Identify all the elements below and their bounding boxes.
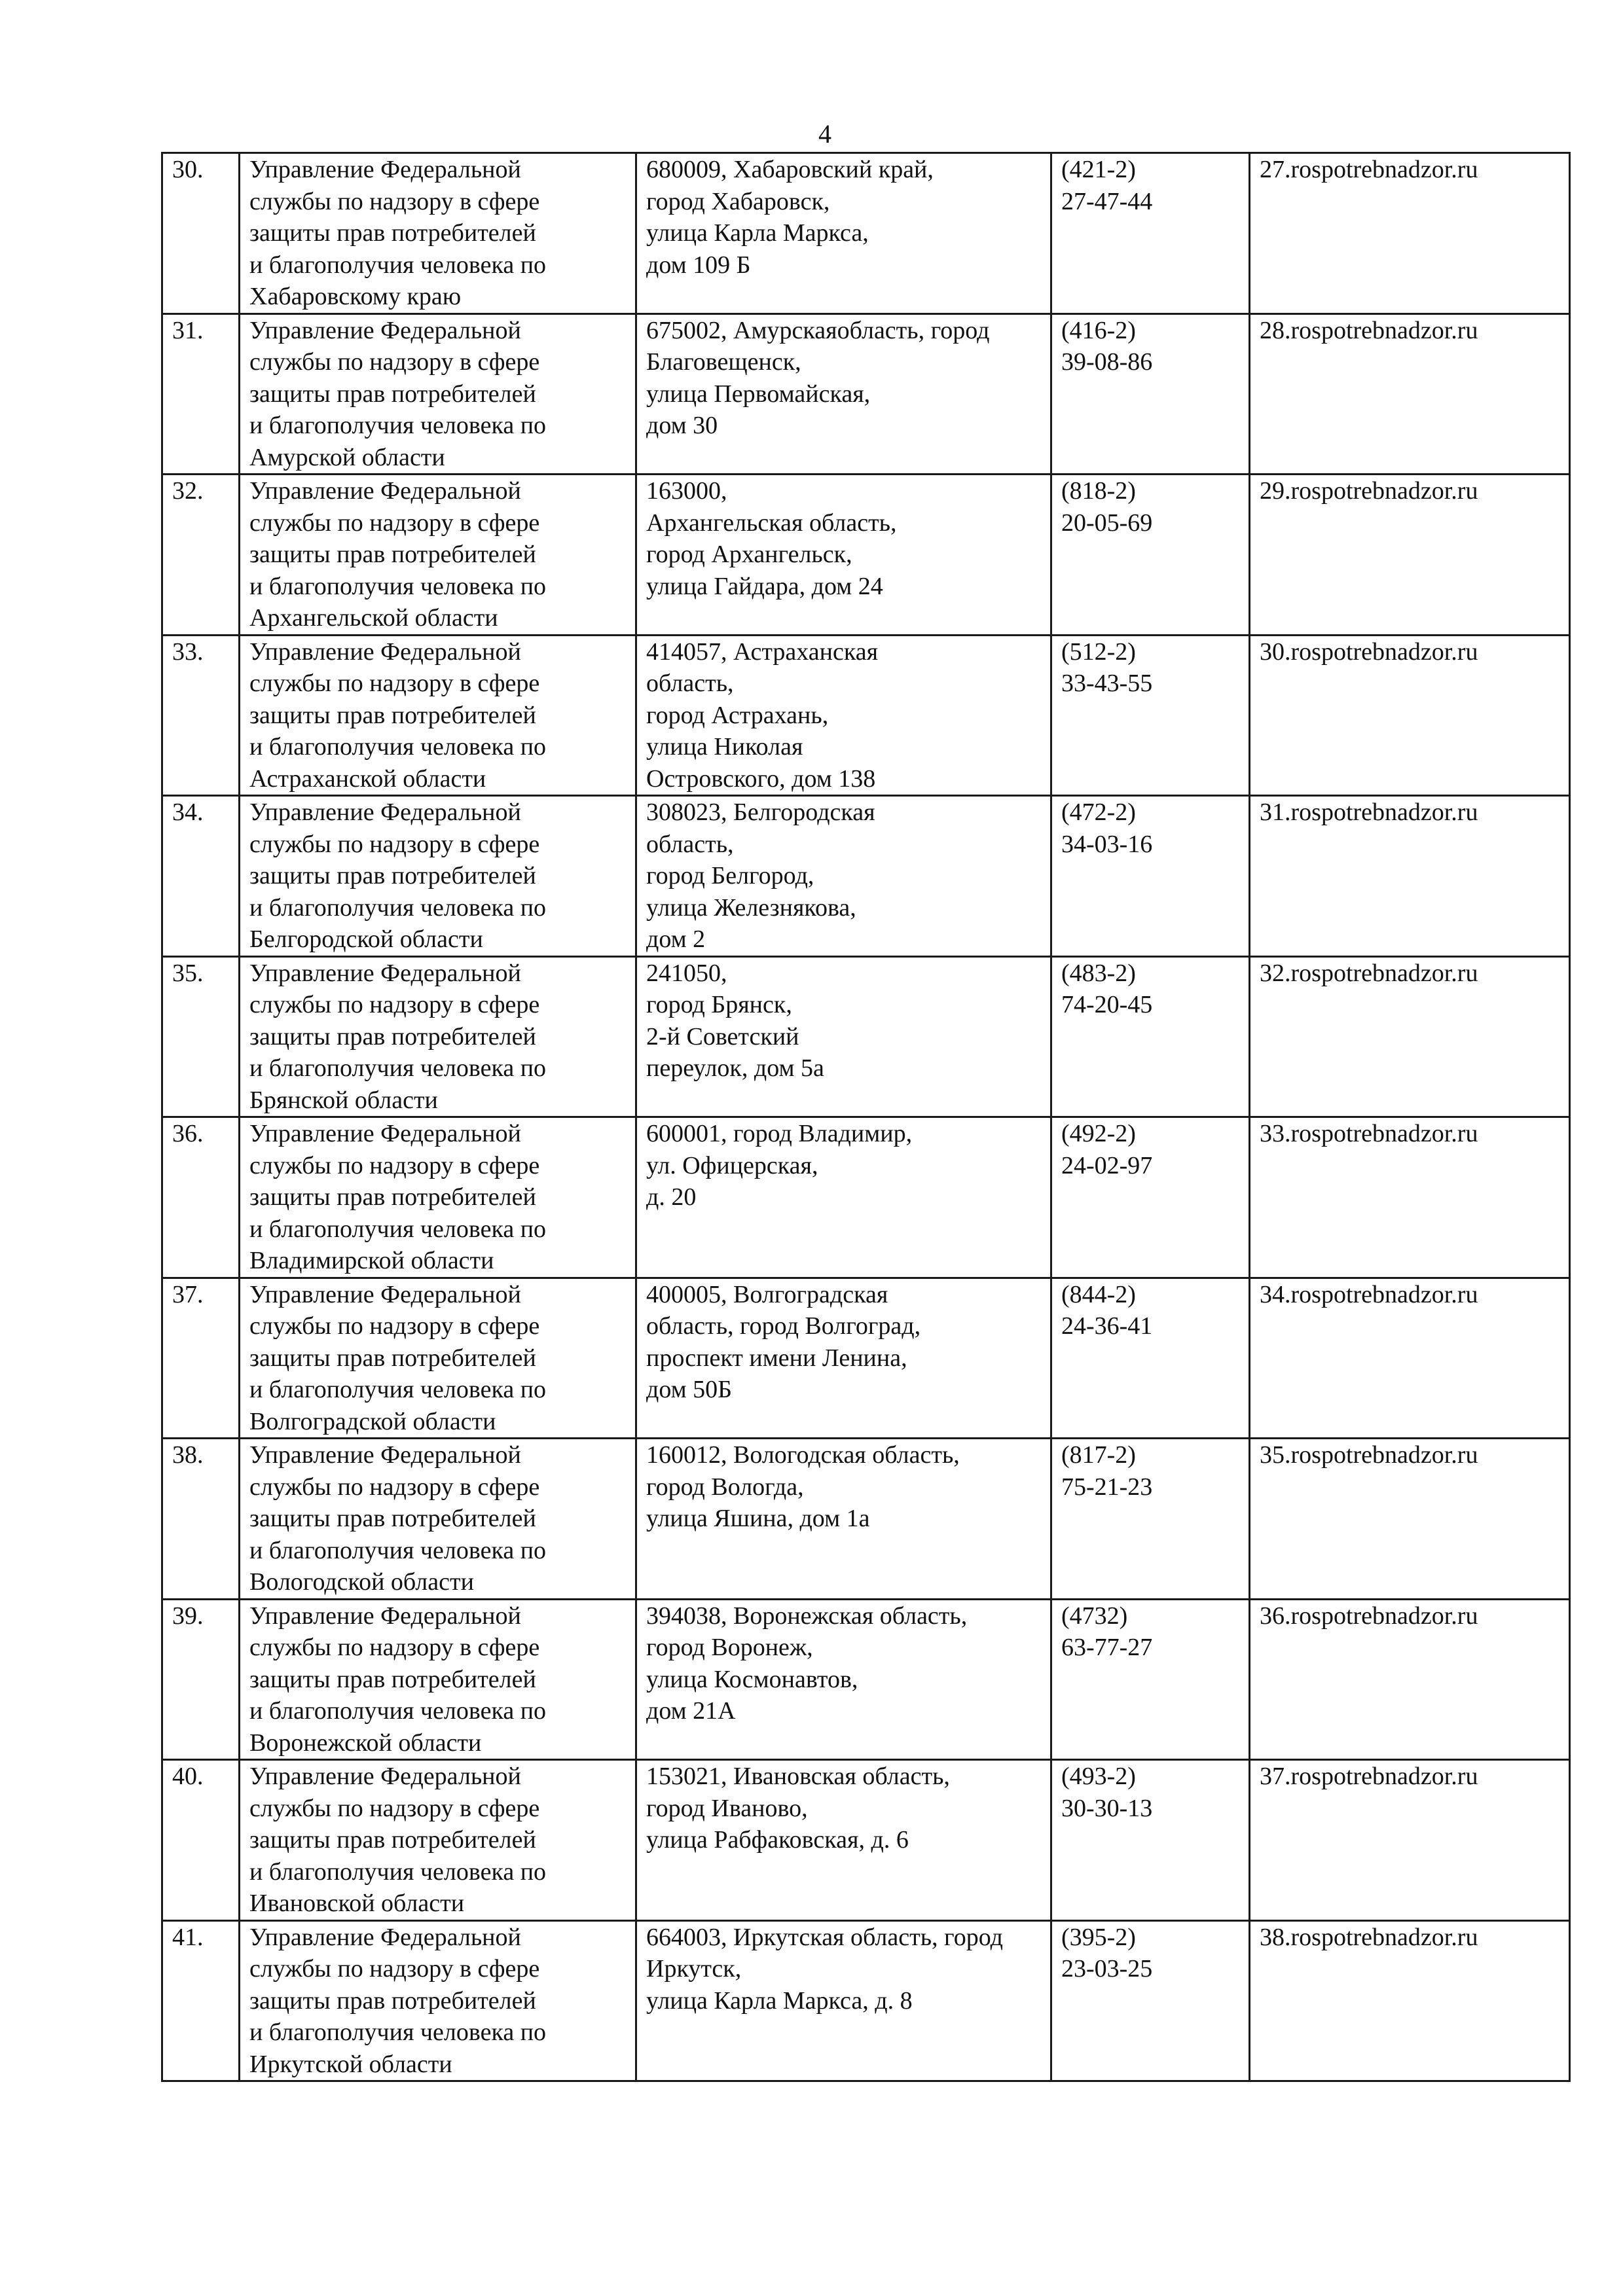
website: 28.rospotrebnadzor.ru xyxy=(1250,314,1570,475)
table-row xyxy=(162,1278,1570,1439)
phone-number: (472-2) 34-03-16 xyxy=(1051,796,1250,957)
row-number: 41. xyxy=(162,1920,240,2081)
table-row xyxy=(162,635,1570,796)
organization-name: Управление Федеральной службы по надзору в сфере защиты прав потребителей и благополучия человека по Иркутской области xyxy=(240,1920,636,2081)
phone-number: (493-2) 30-30-13 xyxy=(1051,1760,1250,1921)
table-row xyxy=(162,1439,1570,1600)
row-number: 31. xyxy=(162,314,240,475)
table-row xyxy=(162,1117,1570,1278)
row-number: 37. xyxy=(162,1278,240,1439)
website: 27.rospotrebnadzor.ru xyxy=(1250,153,1570,314)
phone-number: (817-2) 75-21-23 xyxy=(1051,1439,1250,1600)
row-number: 38. xyxy=(162,1439,240,1600)
table-row xyxy=(162,1760,1570,1921)
website: 37.rospotrebnadzor.ru xyxy=(1250,1760,1570,1921)
organization-name: Управление Федеральной службы по надзору в сфере защиты прав потребителей и благополучия человека по Вологодской области xyxy=(240,1439,636,1600)
phone-number: (395-2) 23-03-25 xyxy=(1051,1920,1250,2081)
row-number: 40. xyxy=(162,1760,240,1921)
postal-address: 308023, Белгородская область, город Белгород, улица Железнякова, дом 2 xyxy=(636,796,1051,957)
row-number: 35. xyxy=(162,956,240,1117)
organization-name: Управление Федеральной службы по надзору в сфере защиты прав потребителей и благополучия человека по Брянской области xyxy=(240,956,636,1117)
postal-address: 400005, Волгоградская область, город Волгоград, проспект имени Ленина, дом 50Б xyxy=(636,1278,1051,1439)
table-body xyxy=(162,153,1570,2081)
table-row xyxy=(162,796,1570,957)
row-number: 32. xyxy=(162,475,240,636)
row-number: 30. xyxy=(162,153,240,314)
organization-name: Управление Федеральной службы по надзору в сфере защиты прав потребителей и благополучия человека по Архангельской области xyxy=(240,475,636,636)
row-number: 33. xyxy=(162,635,240,796)
organization-name: Управление Федеральной службы по надзору в сфере защиты прав потребителей и благополучия человека по Хабаровскому краю xyxy=(240,153,636,314)
row-number: 34. xyxy=(162,796,240,957)
phone-number: (818-2) 20-05-69 xyxy=(1051,475,1250,636)
postal-address: 160012, Вологодская область, город Вологда, улица Яшина, дом 1а xyxy=(636,1439,1051,1600)
website: 29.rospotrebnadzor.ru xyxy=(1250,475,1570,636)
postal-address: 163000, Архангельская область, город Архангельск, улица Гайдара, дом 24 xyxy=(636,475,1051,636)
postal-address: 680009, Хабаровский край, город Хабаровск, улица Карла Маркса, дом 109 Б xyxy=(636,153,1051,314)
phone-number: (416-2) 39-08-86 xyxy=(1051,314,1250,475)
organization-name: Управление Федеральной службы по надзору в сфере защиты прав потребителей и благополучия человека по Воронежской области xyxy=(240,1599,636,1760)
postal-address: 414057, Астраханская область, город Астрахань, улица Николая Островского, дом 138 xyxy=(636,635,1051,796)
table-row xyxy=(162,1920,1570,2081)
website: 36.rospotrebnadzor.ru xyxy=(1250,1599,1570,1760)
organization-name: Управление Федеральной службы по надзору в сфере защиты прав потребителей и благополучия человека по Ивановской области xyxy=(240,1760,636,1921)
organization-name: Управление Федеральной службы по надзору в сфере защиты прав потребителей и благополучия человека по Владимирской области xyxy=(240,1117,636,1278)
postal-address: 600001, город Владимир, ул. Офицерская, д. 20 xyxy=(636,1117,1051,1278)
row-number: 36. xyxy=(162,1117,240,1278)
phone-number: (844-2) 24-36-41 xyxy=(1051,1278,1250,1439)
website: 38.rospotrebnadzor.ru xyxy=(1250,1920,1570,2081)
website: 33.rospotrebnadzor.ru xyxy=(1250,1117,1570,1278)
phone-number: (512-2) 33-43-55 xyxy=(1051,635,1250,796)
postal-address: 675002, Амурскаяобласть, город Благовещенск, улица Первомайская, дом 30 xyxy=(636,314,1051,475)
organization-name: Управление Федеральной службы по надзору в сфере защиты прав потребителей и благополучия человека по Амурской области xyxy=(240,314,636,475)
website: 34.rospotrebnadzor.ru xyxy=(1250,1278,1570,1439)
table-row xyxy=(162,153,1570,314)
table-row xyxy=(162,956,1570,1117)
table-row xyxy=(162,475,1570,636)
postal-address: 153021, Ивановская область, город Иваново, улица Рабфаковская, д. 6 xyxy=(636,1760,1051,1921)
phone-number: (492-2) 24-02-97 xyxy=(1051,1117,1250,1278)
phone-number: (421-2) 27-47-44 xyxy=(1051,153,1250,314)
website: 35.rospotrebnadzor.ru xyxy=(1250,1439,1570,1600)
phone-number: (4732) 63-77-27 xyxy=(1051,1599,1250,1760)
postal-address: 241050, город Брянск, 2-й Советский переулок, дом 5а xyxy=(636,956,1051,1117)
rospotrebnadzor-directory-table xyxy=(161,152,1571,2082)
organization-name: Управление Федеральной службы по надзору в сфере защиты прав потребителей и благополучия человека по Белгородской области xyxy=(240,796,636,957)
table-row xyxy=(162,1599,1570,1760)
phone-number: (483-2) 74-20-45 xyxy=(1051,956,1250,1117)
website: 32.rospotrebnadzor.ru xyxy=(1250,956,1570,1117)
website: 30.rospotrebnadzor.ru xyxy=(1250,635,1570,796)
organization-name: Управление Федеральной службы по надзору в сфере защиты прав потребителей и благополучия человека по Волгоградской области xyxy=(240,1278,636,1439)
postal-address: 394038, Воронежская область, город Воронеж, улица Космонавтов, дом 21А xyxy=(636,1599,1051,1760)
table-row xyxy=(162,314,1570,475)
postal-address: 664003, Иркутская область, город Иркутск, улица Карла Маркса, д. 8 xyxy=(636,1920,1051,2081)
website: 31.rospotrebnadzor.ru xyxy=(1250,796,1570,957)
row-number: 39. xyxy=(162,1599,240,1760)
page-number: 4 xyxy=(818,119,831,149)
organization-name: Управление Федеральной службы по надзору в сфере защиты прав потребителей и благополучия человека по Астраханской области xyxy=(240,635,636,796)
